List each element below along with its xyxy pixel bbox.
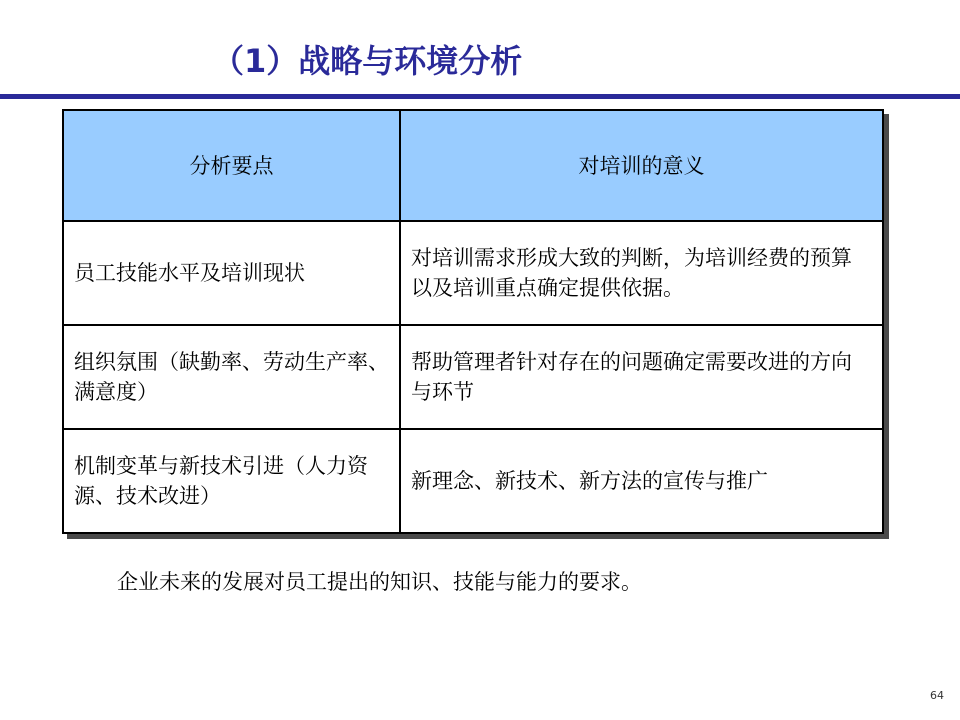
table-row <box>63 325 883 429</box>
table-header-row <box>63 110 883 221</box>
analysis-table <box>62 109 884 534</box>
table-cell-meaning: 帮助管理者针对存在的问题确定需要改进的方向与环节 <box>400 325 883 429</box>
slide-footnote: 企业未来的发展对员工提出的知识、技能与能力的要求。 <box>117 570 642 594</box>
table-header-cell: 分析要点 <box>63 110 400 221</box>
table-cell-point: 组织氛围（缺勤率、劳动生产率、满意度） <box>63 325 400 429</box>
table-cell-point: 机制变革与新技术引进（人力资源、技术改进） <box>63 429 400 533</box>
table-header-cell: 对培训的意义 <box>400 110 883 221</box>
analysis-table-container <box>62 109 884 534</box>
page-number: 64 <box>930 689 944 702</box>
table-cell-meaning: 新理念、新技术、新方法的宣传与推广 <box>400 429 883 533</box>
title-divider <box>0 94 960 99</box>
table-cell-meaning: 对培训需求形成大致的判断，为培训经费的预算以及培训重点确定提供依据。 <box>400 221 883 325</box>
slide-title: （1）战略与环境分析 <box>212 42 523 80</box>
table-row <box>63 221 883 325</box>
table-row <box>63 429 883 533</box>
table-cell-point: 员工技能水平及培训现状 <box>63 221 400 325</box>
